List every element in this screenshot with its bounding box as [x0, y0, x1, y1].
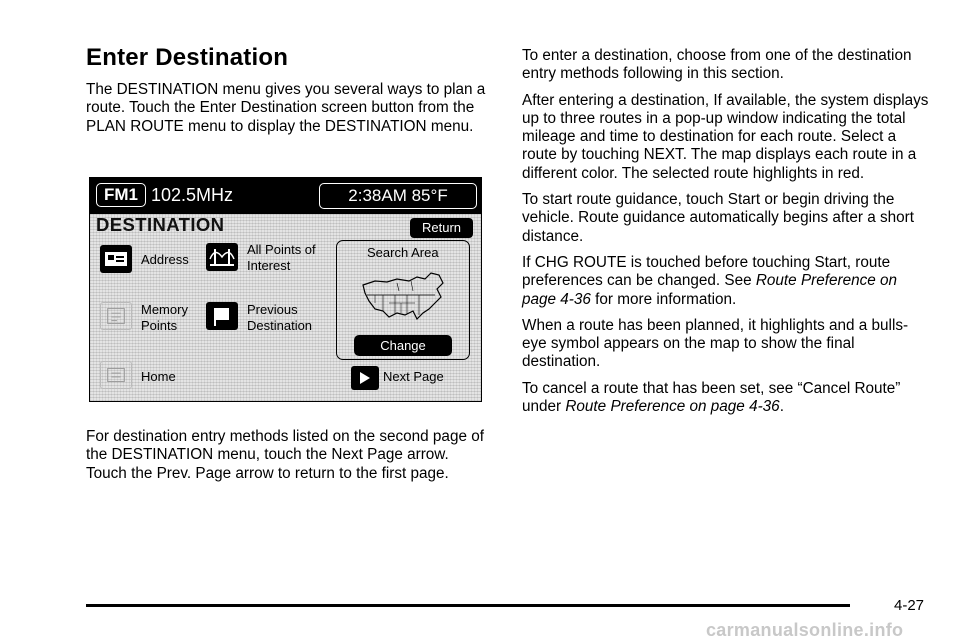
intro-paragraph: The DESTINATION menu gives you several ways to plan a route. Touch the Enter Destination screen button from the PLAN ROUTE menu to display the DESTINATION menu. [86, 81, 486, 135]
poi-line-2: Interest [247, 258, 291, 273]
change-button[interactable]: Change [354, 335, 452, 356]
home-icon[interactable] [100, 361, 132, 389]
memory-line-1: Memory [141, 302, 188, 317]
section-heading: Enter Destination [86, 44, 289, 71]
left-column [86, 81, 486, 144]
right-paragraph-3: To start route guidance, touch Start or begin driving the vehicle. Route guidance automatically begins after a short distance. [522, 191, 914, 245]
footer-rule [86, 604, 850, 607]
right-paragraph-2: After entering a destination, If available, the system displays up to three routes in a pop-up window indicating the total mileage and time to destination for each route. Select a route by touching NEXT. The map displays each route in a different color. The selected route highlights in red. [522, 91, 929, 182]
previous-line-1: Previous [247, 302, 298, 317]
search-area-label: Search Area [367, 245, 439, 260]
search-area-panel [336, 240, 470, 360]
flag-icon[interactable] [206, 302, 238, 330]
right-paragraph-1: To enter a destination, choose from one of the destination entry methods following in this section. [522, 47, 912, 83]
right-column [522, 47, 932, 424]
memory-points-button[interactable] [141, 302, 188, 334]
memory-points-icon[interactable] [100, 302, 132, 330]
route-preference-link-2[interactable]: Route Preference on page 4-36 [565, 398, 780, 416]
watermark: carmanualsonline.info [706, 620, 904, 640]
memory-line-2: Points [141, 318, 178, 333]
return-button[interactable]: Return [410, 218, 473, 238]
page-number: 4-27 [894, 597, 925, 614]
route-preference-link[interactable]: Route Preference on page 4-36 [522, 272, 898, 308]
status-bar [90, 178, 481, 214]
menu-title: DESTINATION [96, 214, 225, 235]
right-paragraph-4 [522, 254, 932, 309]
destination-screen-figure [89, 177, 482, 402]
p6-tail: . [779, 398, 784, 416]
frequency-readout: 102.5MHz [151, 185, 234, 205]
right-paragraph-6 [522, 380, 932, 417]
right-paragraph-5: When a route has been planned, it highlights and a bulls-eye symbol appears on the map to show the final destination. [522, 316, 909, 371]
band-badge[interactable]: FM1 [96, 183, 146, 207]
address-button[interactable]: Address [141, 252, 189, 267]
p4-tail: for more information. [590, 290, 737, 308]
previous-line-2: Destination [247, 318, 313, 333]
clock-temperature: 2:38AM 85°F [319, 183, 477, 209]
address-card-icon[interactable] [100, 245, 132, 273]
after-figure-paragraph: For destination entry methods listed on the second page of the DESTINATION menu, touch the Next Page arrow. Touch the Prev. Page arrow to return to the first page. [86, 428, 484, 482]
bridge-icon[interactable] [206, 243, 238, 271]
north-america-map-icon [357, 267, 453, 327]
next-arrow-icon[interactable] [351, 366, 379, 390]
all-points-of-interest-button[interactable] [247, 242, 316, 274]
p4-text: If CHG ROUTE is touched before touching Start, route preferences can be changed. See [522, 253, 891, 290]
p6-text: To cancel a route that has been set, see “Cancel Route” under [522, 379, 901, 416]
home-button[interactable]: Home [141, 369, 176, 384]
previous-destination-button[interactable] [247, 302, 312, 334]
next-page-button[interactable]: Next Page [383, 369, 444, 384]
poi-line-1: All Points of [247, 242, 316, 257]
